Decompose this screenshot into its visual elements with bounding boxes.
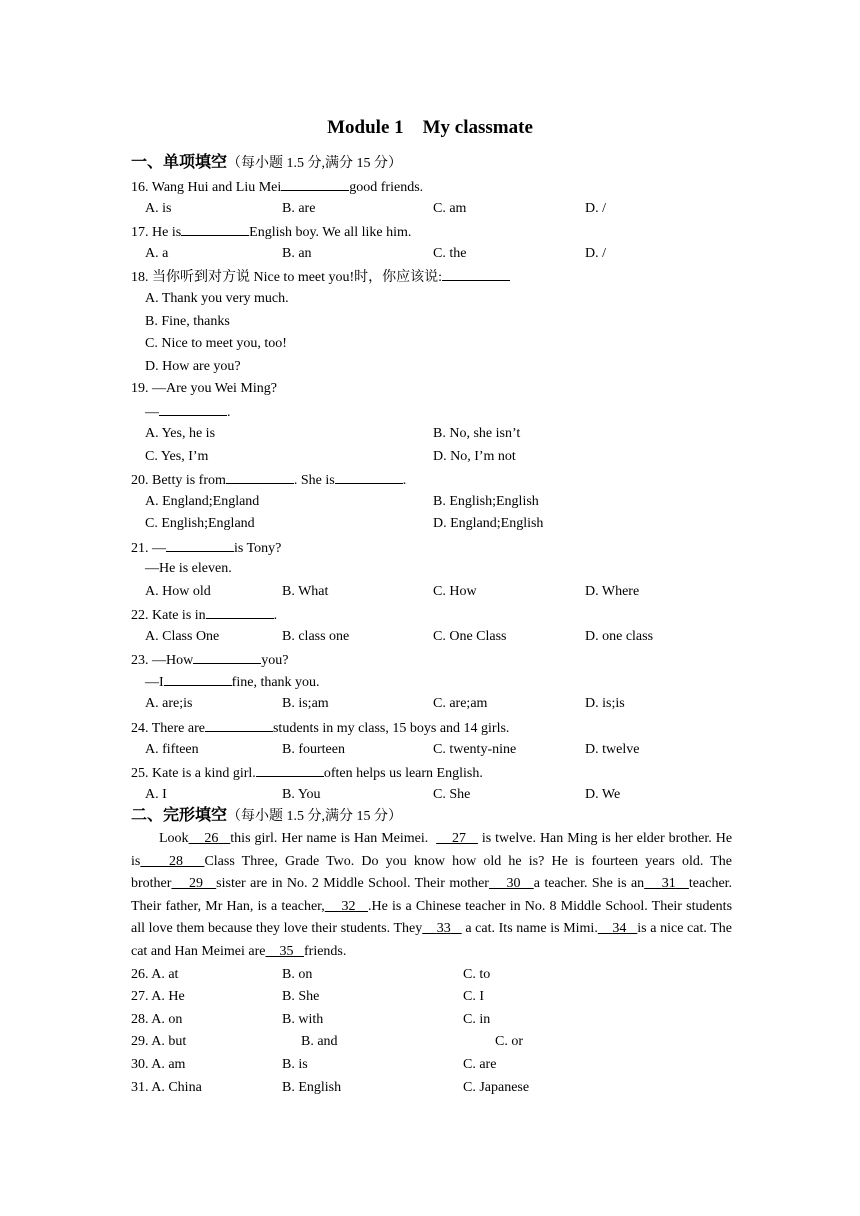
question-text: 20. Betty is from (131, 473, 226, 488)
question-text: 21. — (131, 541, 166, 556)
option-b: B. are (282, 201, 316, 216)
question-text: . She is (293, 473, 335, 488)
option-b: B. is;am (282, 696, 329, 711)
cloze-option: B. and (301, 1034, 338, 1049)
question-16 (131, 177, 423, 197)
option-b: B. Fine, thanks (145, 314, 230, 329)
cloze-blank-26: 26 (204, 831, 219, 846)
cloze-option: 29. A. but (131, 1034, 187, 1049)
option-c: C. Nice to meet you, too! (145, 336, 287, 351)
cloze-blank-27: 27 (452, 831, 467, 846)
answer-blank (442, 267, 510, 281)
option-b: B. What (282, 584, 329, 599)
cloze-option: C. Japanese (463, 1080, 530, 1095)
question-24 (131, 718, 509, 738)
option-d: D. We (585, 787, 621, 802)
answer-blank (205, 718, 273, 732)
answer-blank (193, 650, 261, 664)
answer-blank (335, 470, 403, 484)
question-23 (131, 650, 288, 670)
cloze-option: 27. A. He (131, 989, 185, 1004)
option-d: D. England;English (433, 516, 544, 531)
cloze-option: B. is (282, 1057, 308, 1072)
cloze-blank-29: 29 (189, 876, 203, 892)
option-d: D. is;is (585, 696, 625, 711)
cloze-option: B. on (282, 967, 313, 982)
question-20 (131, 470, 406, 490)
option-a: A. are;is (145, 696, 193, 711)
option-a: A. is (145, 201, 172, 216)
cloze-option: C. are (463, 1057, 497, 1072)
passage-text: a cat. Its name is Mimi. (461, 921, 598, 937)
option-c: C. How (433, 584, 477, 599)
section-2-note: （每小题 1.5 分,满分 15 分） (227, 809, 403, 824)
cloze-option: B. with (282, 1012, 324, 1027)
option-b: B. No, she isn’t (433, 426, 521, 441)
cloze-passage (131, 828, 732, 964)
question-text: 25. Kate is a kind girl. (131, 766, 256, 781)
option-d: D. / (585, 246, 606, 261)
cloze-option: C. in (463, 1012, 491, 1027)
option-a: A. a (145, 246, 169, 261)
option-c: C. English;England (145, 516, 255, 531)
option-d: D. twelve (585, 742, 640, 757)
question-25 (131, 763, 483, 783)
cloze-blank-35: 35 (279, 943, 294, 959)
passage-text: .He is a Chinese teacher in No. 8 Middle School. Their students all love them because they love their students. They (131, 898, 733, 937)
question-text: students in my class, 15 boys and 14 girls. (272, 721, 510, 736)
cloze-blank-32: 32 (341, 898, 356, 914)
question-text: 23. —How (131, 653, 194, 668)
question-17 (131, 222, 411, 242)
passage-text: Look (159, 831, 189, 846)
option-d: D. How are you? (145, 359, 241, 374)
option-c: C. Yes, I’m (145, 449, 209, 464)
cloze-option: 28. A. on (131, 1012, 183, 1027)
answer-blank (226, 470, 294, 484)
passage-text: teacher. Their father, Mr Han, is a teacher, (131, 876, 733, 914)
cloze-option: B. She (282, 989, 320, 1004)
answer-blank (206, 605, 274, 619)
option-b: B. class one (282, 629, 350, 644)
option-a: A. Thank you very much. (145, 291, 289, 306)
passage-text: sister are in No. 2 Middle School. Their mother (216, 876, 489, 892)
passage-text: this girl. Her name is Han Meimei. (230, 831, 429, 846)
question-text: often helps us learn English. (323, 766, 483, 781)
question-text: 22. Kate is in (131, 608, 206, 623)
option-d: D. one class (585, 629, 654, 644)
answer-blank (181, 222, 249, 236)
option-c: C. twenty-nine (433, 742, 517, 757)
passage-text: is a nice cat. The cat and Han Meimei are (131, 921, 733, 959)
option-d: D. / (585, 201, 606, 216)
option-b: B. English;English (433, 494, 539, 509)
passage-text: friends. (304, 943, 347, 959)
option-b: B. an (282, 246, 312, 261)
option-c: C. She (433, 787, 471, 802)
question-text: is Tony? (234, 541, 282, 556)
question-22 (131, 605, 277, 625)
answer-blank (159, 402, 227, 416)
reply-end: . (227, 405, 231, 420)
cloze-option: C. I (463, 989, 484, 1004)
cloze-option: C. to (463, 967, 491, 982)
cloze-blank-30: 30 (506, 876, 521, 892)
question-text: you? (261, 653, 289, 668)
option-c: C. the (433, 246, 467, 261)
option-b: B. fourteen (282, 742, 345, 757)
option-c: C. are;am (433, 696, 488, 711)
question-text: 17. He is (131, 225, 182, 240)
cloze-blank-34: 34 (612, 921, 627, 937)
cloze-option: 31. A. China (131, 1080, 202, 1095)
section-2-title: 二、完形填空 (131, 805, 228, 824)
section-1-heading (131, 152, 402, 174)
option-a: A. How old (145, 584, 211, 599)
question-19: 19. —Are you Wei Ming? (131, 381, 277, 396)
option-c: C. One Class (433, 629, 507, 644)
reply-text: fine, thank you. (231, 675, 320, 690)
question-18 (131, 267, 510, 287)
question-text: 16. Wang Hui and Liu Mei (131, 180, 282, 195)
option-a: A. Class One (145, 629, 220, 644)
question-text: 18. 当你听到对方说 Nice to meet you!时，你应该说: (131, 270, 443, 285)
section-1-title: 一、单项填空 (131, 152, 228, 171)
question-text: 24. There are (131, 721, 205, 736)
question-text: English boy. We all like him. (249, 225, 412, 240)
option-a: A. I (145, 787, 167, 802)
cloze-option: B. English (282, 1080, 342, 1095)
option-a: A. Yes, he is (145, 426, 216, 441)
cloze-blank-28: 28 (168, 853, 183, 869)
reply-text: —I (145, 675, 164, 690)
question-21-reply: —He is eleven. (145, 561, 232, 576)
question-21 (131, 538, 281, 558)
reply-dash: — (145, 405, 159, 420)
page-title: Module 1 My classmate (327, 117, 533, 138)
passage-text: a teacher. She is an (533, 876, 645, 892)
passage-text: Class Three, Grade Two. Do you know how old he is? He is fourteen years old. The brother (131, 853, 733, 892)
question-19-reply (145, 402, 231, 422)
cloze-blank-33: 33 (436, 921, 451, 937)
option-d: D. Where (585, 584, 640, 599)
section-1-note: （每小题 1.5 分,满分 15 分） (227, 156, 403, 171)
answer-blank (164, 672, 232, 686)
question-text: good friends. (349, 180, 424, 195)
question-text: . (402, 473, 407, 488)
answer-blank (281, 177, 349, 191)
answer-blank (256, 763, 324, 777)
cloze-blank-31: 31 (661, 876, 676, 892)
option-d: D. No, I’m not (433, 449, 516, 464)
passage-text: is twelve. Han Ming is her elder brother. He is (131, 831, 733, 869)
answer-blank (166, 538, 234, 552)
option-a: A. England;England (145, 494, 260, 509)
question-text: . (273, 608, 278, 623)
option-c: C. am (433, 201, 467, 216)
cloze-option: 30. A. am (131, 1057, 186, 1072)
cloze-option: 26. A. at (131, 967, 179, 982)
cloze-option: C. or (495, 1034, 523, 1049)
option-a: A. fifteen (145, 742, 199, 757)
question-23-reply (145, 672, 320, 692)
section-2-heading (131, 805, 402, 827)
option-b: B. You (282, 787, 321, 802)
